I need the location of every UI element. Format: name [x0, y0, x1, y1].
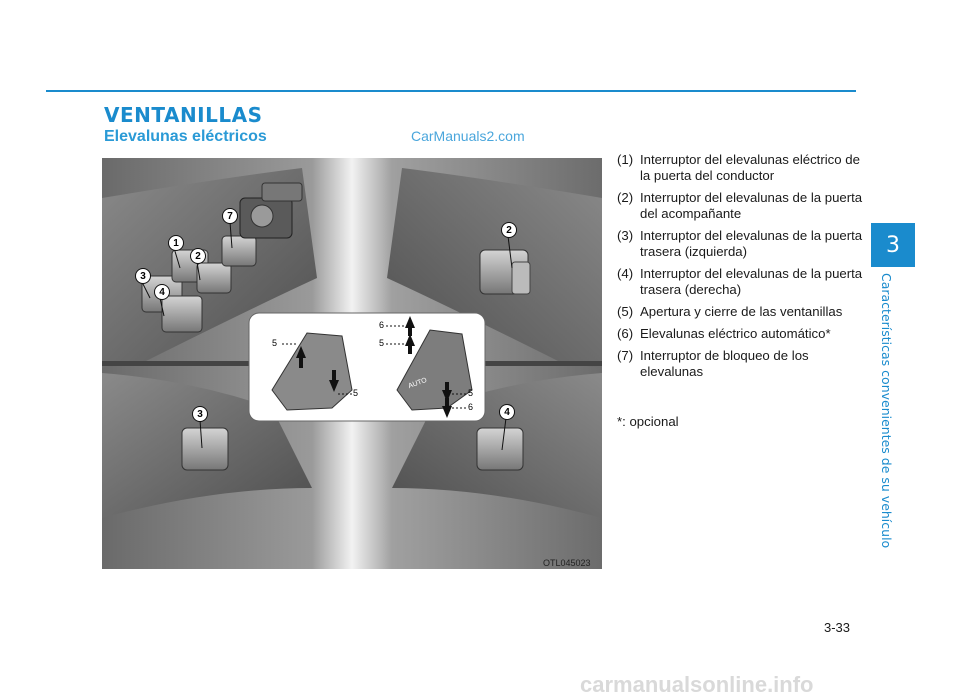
callout-3: 3: [135, 268, 151, 284]
header-rule: [46, 90, 856, 92]
list-item-text: Interruptor del elevalunas de la puerta del acompañante: [640, 190, 863, 221]
callout-4: 4: [154, 284, 170, 300]
component-list: [617, 152, 867, 386]
list-item-number: (7): [617, 348, 634, 363]
inset-label-5-down: 5: [353, 388, 359, 398]
callout-2: 2: [190, 248, 206, 264]
list-item: [617, 266, 867, 298]
inset-label-5-up: 5: [272, 338, 278, 348]
list-item: [617, 326, 867, 342]
footer-watermark[interactable]: carmanualsonline.info: [580, 672, 814, 697]
list-item-number: (5): [617, 304, 634, 319]
watermark-link[interactable]: CarManuals2.com: [411, 128, 525, 144]
list-item: [617, 304, 867, 320]
list-item: [617, 190, 867, 222]
section-title: VENTANILLAS: [104, 103, 263, 127]
list-item-text: Interruptor de bloqueo de los elevalunas: [640, 348, 809, 379]
list-item-text: Interruptor del elevalunas de la puerta trasera (derecha): [640, 266, 863, 297]
list-item: [617, 228, 867, 260]
list-item-number: (1): [617, 152, 634, 167]
list-item-text: Interruptor del elevalunas eléctrico de la puerta del conductor: [640, 152, 860, 183]
chapter-title: Características convenientes de su vehículo: [879, 273, 894, 549]
page-number: 3-33: [824, 620, 851, 635]
callout-2-passenger: 2: [501, 222, 517, 238]
inset-label-5-up-auto: 5: [379, 338, 385, 348]
inset-label-6-up: 6: [379, 320, 385, 330]
figure-code: OTL045023: [543, 558, 591, 568]
list-item-number: (2): [617, 190, 634, 205]
chapter-tab: 3: [871, 223, 915, 267]
callout-3-rear-left: 3: [192, 406, 208, 422]
callout-4-rear-right: 4: [499, 404, 515, 420]
list-item-text: Interruptor del elevalunas de la puerta trasera (izquierda): [640, 228, 863, 259]
list-item-text: Elevalunas eléctrico automático*: [640, 326, 831, 341]
inset-auto-label: AUTO: [407, 376, 428, 391]
inset-label-6-down: 6: [468, 402, 474, 412]
footnote: *: opcional: [617, 414, 679, 429]
list-item-number: (4): [617, 266, 634, 281]
list-item-text: Apertura y cierre de las ventanillas: [640, 304, 843, 319]
list-item: [617, 348, 867, 380]
power-window-figure: [102, 158, 602, 569]
figure-illustration: [102, 158, 602, 569]
inset-label-5-down-auto: 5: [468, 388, 474, 398]
callout-1: 1: [168, 235, 184, 251]
list-item: [617, 152, 867, 184]
subtitle: Elevalunas eléctricos: [104, 128, 267, 145]
list-item-number: (3): [617, 228, 634, 243]
callout-7: 7: [222, 208, 238, 224]
list-item-number: (6): [617, 326, 634, 341]
